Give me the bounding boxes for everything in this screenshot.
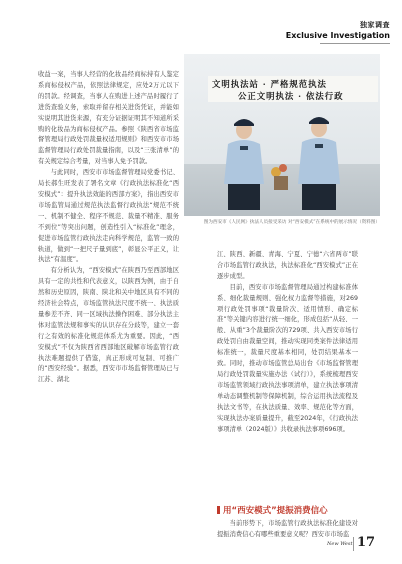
page-number: 17 <box>357 535 376 550</box>
section-subheading <box>217 504 328 516</box>
paragraph: 江、陕西、新疆、青海、宁夏、宁德“六省两市”联合市场监管行政执法，执法标准化“西安模式”正在逐步成型。 <box>217 251 358 280</box>
section-header <box>286 20 390 40</box>
officers-illustration <box>184 54 380 216</box>
subheading-marker <box>217 506 220 514</box>
photo-flowers <box>271 164 288 190</box>
article-column-bottom <box>217 519 358 541</box>
section-title-en: Exclusive Investigation <box>285 31 390 40</box>
banner-text-2: 公正文明执法 · 依法行政 <box>238 91 344 101</box>
banner-text-1: 文明执法站 · 严格规范执法 <box>212 79 327 89</box>
article-photo <box>184 54 380 216</box>
officer-left <box>224 119 264 210</box>
paragraph: 目前，西安市市场监督管理局通过构建标准体系、细化裁量规则、强化权力监督等措施，对269项行政处罚事项“裁量阶次、适用情形、确定标准”等关键内容进行统一细化，形成包括“从轻、一般、从重”3个裁量阶次的729项、共入西安市场行政处罚自由裁量空间，推动实现同类案件法律适用标准统一，裁量尺度基本相同，处罚结果基本一致。同时，推动市场监管总局出台《市场监督管理局行政处罚裁量实施办法（试行）》，系统梳理西安市场监管领域行政执法事项清单，建立执法事项清单动态调整机制等保障机制，综合运用执法流程及执法文书等，在执法质量、效率、规范化等方面，实现执法办案质量提升，截至2024年，《行政执法事项清单（2024版）》共收录执法事项696项。 <box>217 283 358 433</box>
officer-right <box>298 117 340 210</box>
paragraph: 与此同时，西安市市场监督管理局党委书记、局长郝生旺发表了署名文章《行政执法标准化“西安模式”：提升执法效能的西部方案》，指出西安市市场监管局通过规范执法监督行政执法“规范不统一、机制不健全、程序不规范、裁量不精准、服务不到位”等突出问题，创造性引入“标准化”理念，促进市场监管行政执法走向科学规范，监管一致的轨道，做到“一把尺子量到底”，彰显公平正义，让执法“有温度”。 <box>38 169 179 264</box>
subheading-text: 用“西安模式”提振消费信心 <box>223 506 328 516</box>
header-divider <box>320 43 390 44</box>
article-column-right <box>217 250 358 435</box>
paragraph: 有分析认为，“西安模式”在陕西乃至西部地区具有一定的共性和代表意义，以陕西为例，由于自然和历史原因，陕南、陕北和关中地区具有不同的经济社会特点，市场监管执法尺度不统一、执法质量参差不齐、同一区域执法操作困难、部分执法主体对监管法规和事实的认识存在分歧等，建立一套行之有效的标准化规范体系尤为重要。因此，“西安模式”不仅为陕西省西部地区破解市场监管行政执法难题提供了借鉴，真正形成可复制、可推广的“西安经验”。据悉，西安市市场监督管理局已与江苏、湖北 <box>38 267 179 384</box>
magazine-name: New West <box>327 541 353 547</box>
paragraph: 当前形势下，市场监管行政执法标准化建设对提振消费信心有哪些重要意义呢？西安市市场监 <box>217 520 358 538</box>
section-title-cn: 独家调查 <box>360 21 390 29</box>
paragraph: 收益一案，当事人经营的化妆品经商标持有人鉴定系商标侵权产品，依照法律规定，应处2万元以下的罚款。经调查，当事人在购进上述产品时履行了进货查验义务，索取并留存相关进货凭证，并能如实说明其进货来源，有充分证据证明其不知道所采购的化妆品为商标侵权产品。参照《陕西省市场监督管理局行政处罚裁量权适用规则》和西安市市场监督管理局行政处罚裁量指南，以及“三张清单”的有关规定综合考量，对当事人免予罚款。 <box>38 71 179 166</box>
article-column-left <box>38 70 179 386</box>
photo-caption: 图为西安市《人民网》执法人员接受采访 对“西安模式”在系统中的展示情况（资料图） <box>203 220 380 225</box>
footer-separator <box>353 537 354 551</box>
